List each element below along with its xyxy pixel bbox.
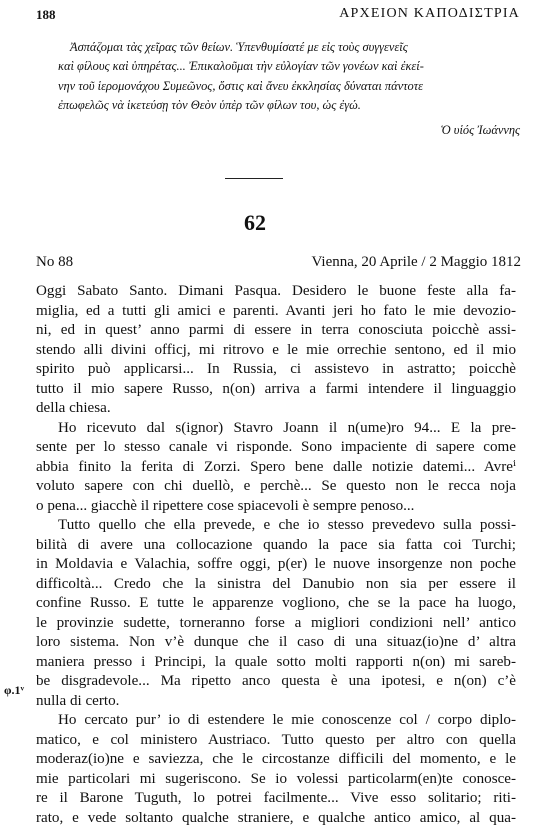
separator-rule	[225, 178, 283, 179]
body-line: bilità di avere una collocazione quando la pace sia fatta coi Turchi;	[36, 536, 516, 556]
body-line: tutto il mio sapere Russo, n(on) arriva a farmi intendere il linguaggio	[36, 380, 516, 400]
greek-line: ἐπωφελῶς νὰ ἱκετεύσῃ τὸν Θεὸν ὑπὲρ τῶν φίλων του, ὡς ἐγώ.	[58, 96, 524, 115]
body-line: moderaz(io)ne e saviezza, che le circostanze difficili del momento, e le	[36, 750, 516, 770]
body-line: mie particolari mi sugeriscono. Se io volessi particolarm(en)te conosce-	[36, 770, 516, 790]
body-line: in Moldavia e Valachia, soffre oggi, p(er) le nuove insorgenze non poche	[36, 555, 516, 575]
body-line: confine Russo. E tutte le apparenze vogliono, che se la pace ha luogo,	[36, 594, 516, 614]
body-line: miglia, ed a tutti gli amici e parenti. Avanti jeri ho fato le mie devozio-	[36, 302, 516, 322]
greek-line: καὶ φίλους καὶ ὑπηρέτας... Ἐπικαλοῦμαι τὴν εὐλογίαν τῶν γονέων καὶ ἐκεί-	[58, 57, 524, 76]
body-line: rato, e vede soltanto qualche straniere, e qualche antico amico, al qua-	[36, 809, 516, 828]
body-line: voluto sapere con chi duellò, e perchè... Se questo non le recca noja	[36, 477, 516, 497]
body-line: re il Barone Tuguth, lo potrei facilmente... Vive esso solitario; riti-	[36, 789, 516, 809]
body-line: Oggi Sabato Santo. Dimani Pasqua. Desidero le buone feste alla fa-	[36, 282, 516, 302]
body-line: nulla di certo.	[36, 692, 516, 712]
running-head: ΑΡΧΕΙΟΝ ΚΑΠΟΔΙΣΤΡΙΑ	[339, 6, 520, 22]
body-line: loro sistema. Non v’è dunque che il caso di una situaz(io)ne d’ altra	[36, 633, 516, 653]
body-line: della chiesa.	[36, 399, 516, 419]
body-line: stendo alli divini officj, mi ritrovo e le mie orrechie sentono, ed il mio	[36, 341, 516, 361]
body-line: difficoltà... Credo che la sinistra del Danubio non sia per essere il	[36, 575, 516, 595]
body-line: le provinzie sudette, torneranno forse a migliori condizioni nell’ antico	[36, 614, 516, 634]
body-line: be disgradevole... Ma ripetto anco questa è una ipotesi, e n(on) c’è	[36, 672, 516, 692]
body-line: Ho ricevuto dal s(ignor) Stavro Joann il n(ume)ro 94... E la pre-	[36, 419, 516, 439]
body-line: o pena... giacchè il ripettere cose spiacevoli è sempre penoso...	[36, 497, 516, 517]
body-line: matico, e col ministero Austriaco. Tutto questo per altro con quella	[36, 731, 516, 751]
document-number: No 88	[36, 254, 73, 271]
body-line: maniera presso i Principi, la quale sotto molti rapporti n(on) mi sareb-	[36, 653, 516, 673]
body-line: abbia finito la ferita di Zorzi. Spero bene dalle notizie datemi... Avreⁱ	[36, 458, 516, 478]
body-line: spirito può applicarsi... In Russia, ci assistevo in astratto; poicchè	[36, 360, 516, 380]
greek-line: νην τοῦ ἱερομονάχου Συμεῶνος, ὅστις καὶ ἄνευ ἐκκλησίας δύναται πάντοτε	[58, 77, 524, 96]
greek-closing-paragraph	[58, 38, 524, 116]
letter-number: 62	[0, 210, 510, 236]
folio-margin-note: φ.1ᵛ	[4, 683, 24, 698]
body-line: ni, ed in quest’ anno parmi di essere in terra conosciuta poicchè assi-	[36, 321, 516, 341]
signature: Ὁ υἱός Ἰωάννης	[441, 123, 520, 138]
body-line: Tutto quello che ella prevede, e che io stesso prevedevo sulla possi-	[36, 516, 516, 536]
page-number: 188	[36, 7, 56, 23]
letter-body	[36, 282, 516, 828]
body-line: Ho cercato pur’ io di estendere le mie conoscenze col / corpo diplo-	[36, 711, 516, 731]
greek-line: Ἀσπάζομαι τὰς χεῖρας τῶν θείων. Ὑπενθυμίσατέ με εἰς τοὺς συγγενεῖς	[58, 38, 524, 57]
letter-date: Vienna, 20 Aprile / 2 Maggio 1812	[312, 254, 522, 271]
body-line: sente per lo stesso canale vi risponde. Sono impaciente di sapere come	[36, 438, 516, 458]
